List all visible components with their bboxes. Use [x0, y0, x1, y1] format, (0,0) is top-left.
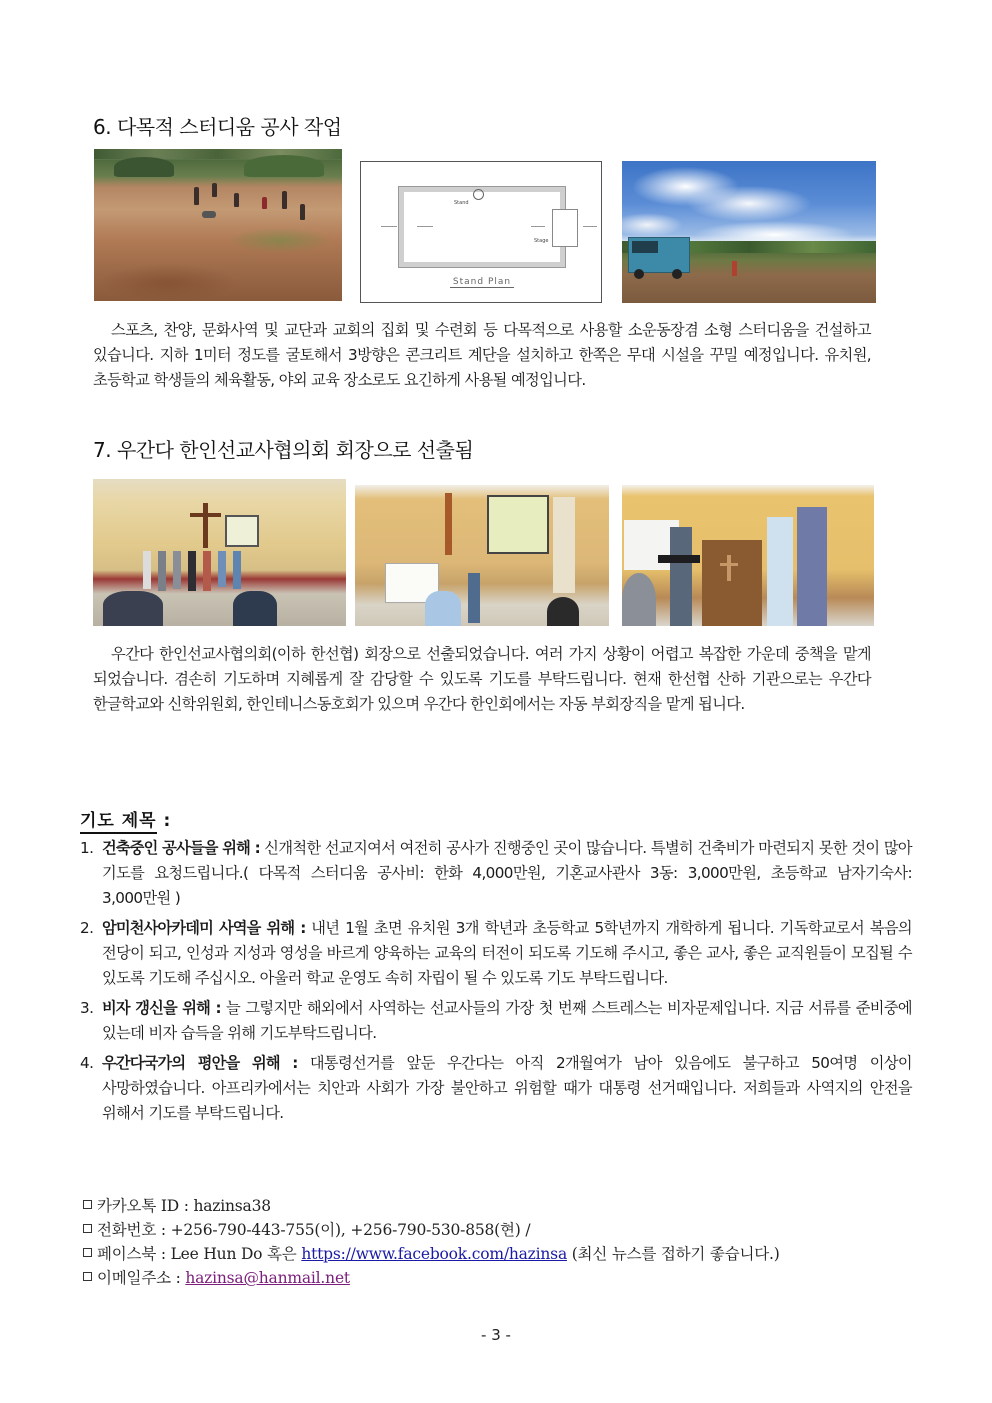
- prayer-text: 대통령선거를 앞둔 우간다는 아직 2개월여가 남아 있음에도 불구하고 50여명 이상이 사망하였습니다. 아프리카에서는 치안과 사회가 가장 불안하고 위험할 때가 대통령 선거때입니다. 저희들과 사역지의 안전을 위해서 기도를 부탁드립니다.: [102, 1054, 913, 1122]
- projection-screen: [225, 515, 259, 547]
- music-stand: [658, 555, 700, 563]
- prayer-heading-label: 기도 제목: [80, 811, 157, 834]
- contact-label: 카카오톡 ID :: [97, 1197, 194, 1215]
- worker-figure: [300, 204, 305, 220]
- stand-plan-drawing: [360, 161, 602, 303]
- bullet-square-icon: [83, 1200, 92, 1209]
- excavation-photo: [94, 149, 342, 301]
- contact-label: 전화번호 :: [97, 1221, 171, 1239]
- cross-bar: [190, 513, 221, 517]
- kakao-id: hazinsa38: [193, 1197, 271, 1215]
- speaker-lectern-photo: [355, 485, 609, 626]
- person-figure: [767, 517, 793, 626]
- person-figure: [218, 551, 226, 587]
- contact-facebook: [83, 1242, 780, 1266]
- cross-icon: [727, 555, 731, 581]
- bullet-square-icon: [83, 1224, 92, 1233]
- prayer-number: 1.: [80, 839, 94, 857]
- email-link[interactable]: hazinsa@hanmail.net: [185, 1269, 350, 1287]
- prayer-text: 늘 그렇지만 해외에서 사역하는 선교사들의 가장 첫 번째 스트레스는 비자문제입니다. 지금 서류를 준비중에 있는데 비자 습득을 위해 기도부탁드립니다.: [102, 999, 912, 1042]
- speaker-figure: [468, 573, 480, 623]
- prayer-item-3: [80, 996, 912, 1046]
- facebook-suffix: (최신 뉴스를 접하기 좋습니다.): [566, 1245, 780, 1263]
- section-mark: [381, 226, 397, 227]
- tree: [244, 155, 324, 177]
- prayer-item-2: [80, 916, 912, 991]
- audience-figure: [547, 597, 579, 626]
- section-mark: [417, 226, 433, 227]
- prayer-title: 비자 갱신을 위해 :: [102, 999, 221, 1017]
- contact-label: 이메일주소 :: [97, 1269, 186, 1287]
- worker-figure: [212, 183, 217, 197]
- stand-label: Stand: [454, 200, 469, 206]
- truck-window: [632, 241, 658, 253]
- section-mark: [531, 226, 545, 227]
- prayer-title: 우간다국가의 평안을 위해 :: [102, 1054, 298, 1072]
- prayer-title: 암미천사아카데미 사역을 위해 :: [102, 919, 306, 937]
- facebook-prefix: Lee Hun Do 혹은: [170, 1245, 302, 1263]
- wheelbarrow: [202, 211, 216, 218]
- drawing-caption: Stand Plan: [450, 277, 514, 288]
- cross-icon: [203, 503, 208, 548]
- person-figure: [797, 507, 827, 626]
- prayer-number: 3.: [80, 999, 94, 1017]
- bullet-square-icon: [83, 1272, 92, 1281]
- audience-figure: [622, 573, 656, 626]
- audience-figure: [425, 591, 461, 626]
- facebook-link[interactable]: https://www.facebook.com/hazinsa: [301, 1245, 567, 1263]
- prayer-title: 건축중인 공사들을 위해 :: [102, 839, 260, 857]
- bullet-square-icon: [83, 1248, 92, 1257]
- prayer-heading-colon: :: [156, 811, 172, 831]
- prayer-item-4: [80, 1051, 912, 1126]
- audience-figure: [103, 591, 163, 626]
- tree: [114, 157, 174, 177]
- contact-kakao: [83, 1194, 271, 1218]
- stage-box: [552, 209, 578, 247]
- person-figure: [188, 551, 196, 591]
- projection-screen: [487, 495, 549, 554]
- person-figure: [143, 551, 151, 589]
- section-7-title: 7. 우간다 한인선교사협의회 회장으로 선출됨: [93, 438, 474, 462]
- section-7-paragraph: 우간다 한인선교사협의회(이하 한선협) 회장으로 선출되었습니다. 여러 가지 상황이 어렵고 복잡한 가운데 중책을 맡게 되었습니다. 겸손히 기도하며 지혜롭게 잘 감당할 수 있도록 기도를 부탁드립니다. 현재 한선협 산하 기관으로는 우간다 한글학교와 신학위원회, 한인테니스동호회가 있으며 우간다 한인회에서는 자동 부회장직을 맡게 됩니다.: [93, 645, 871, 713]
- speakers-pulpit-photo: [622, 485, 874, 626]
- worker-figure: [732, 261, 737, 276]
- prayer-item-1: [80, 836, 912, 911]
- cross-bar: [720, 563, 738, 566]
- prayer-text: 내년 1월 초면 유치원 3개 학년과 초등학교 5학년까지 개학하게 됩니다. 기독학교로서 복음의 전당이 되고, 인성과 지성과 영성을 바르게 양육하는 교육의 터전이 되도록 기도해 주시고, 좋은 교사, 좋은 교직원들이 모집될 수 있도록 기도해 주십시오. 아울러 학교 운영도 속히 자립이 될 수 있도록 기도 부탁드립니다.: [102, 919, 912, 987]
- worker-figure: [194, 187, 199, 205]
- worker-figure: [234, 193, 239, 207]
- church-group-photo: [93, 479, 346, 626]
- prayer-list: [80, 836, 912, 1131]
- prayer-heading: [80, 806, 171, 831]
- person-figure: [203, 551, 211, 591]
- prayer-text: 신개척한 선교지여서 여전히 공사가 진행중인 곳이 많습니다. 특별히 건축비가 마련되지 못한 것이 많아 기도를 요청드립니다.( 다목적 스터디움 공사비: 한화 4,000만원, 기혼교사관사 3동: 3,000만원, 초등학교 남자기숙사: 3,000만원 ): [102, 839, 912, 907]
- prayer-number: 4.: [80, 1054, 94, 1072]
- truck-site-photo: [622, 161, 876, 303]
- cross-icon: [445, 493, 452, 555]
- stand-marker: [473, 189, 484, 200]
- worker-figure: [282, 191, 287, 209]
- section-6-title: 6. 다목적 스터디움 공사 작업: [93, 115, 342, 139]
- stand-outline: [399, 187, 565, 267]
- banner: [553, 497, 575, 593]
- phone-numbers: +256-790-443-755(이), +256-790-530-858(현) /: [170, 1221, 531, 1239]
- contact-label: 페이스북 :: [97, 1245, 171, 1263]
- contact-email: [83, 1266, 350, 1290]
- person-figure: [173, 551, 181, 589]
- worker-figure: [262, 197, 267, 209]
- audience-figure: [233, 591, 277, 626]
- truck-wheel: [634, 269, 644, 279]
- prayer-number: 2.: [80, 919, 94, 937]
- section-6-paragraph: 스포츠, 찬양, 문화사역 및 교단과 교회의 집회 및 수련회 등 다목적으로 사용할 소운동장겸 소형 스터디움을 건설하고 있습니다. 지하 1미터 정도를 굴토해서 3방향은 콘크리트 계단을 설치하고 한쪽은 무대 시설을 꾸밀 예정입니다. 유치원, 초등학교 학생들의 체육활동, 야외 교육 장소로도 요긴하게 사용될 예정입니다.: [93, 321, 871, 389]
- truck-wheel: [672, 269, 682, 279]
- person-figure: [158, 551, 166, 591]
- speaker-figure: [670, 527, 692, 626]
- section-mark: [583, 226, 597, 227]
- pulpit: [702, 540, 762, 626]
- person-figure: [233, 551, 241, 589]
- contact-phone: [83, 1218, 530, 1242]
- page-number: - 3 -: [481, 1326, 511, 1344]
- stage-label: Stage: [534, 238, 549, 244]
